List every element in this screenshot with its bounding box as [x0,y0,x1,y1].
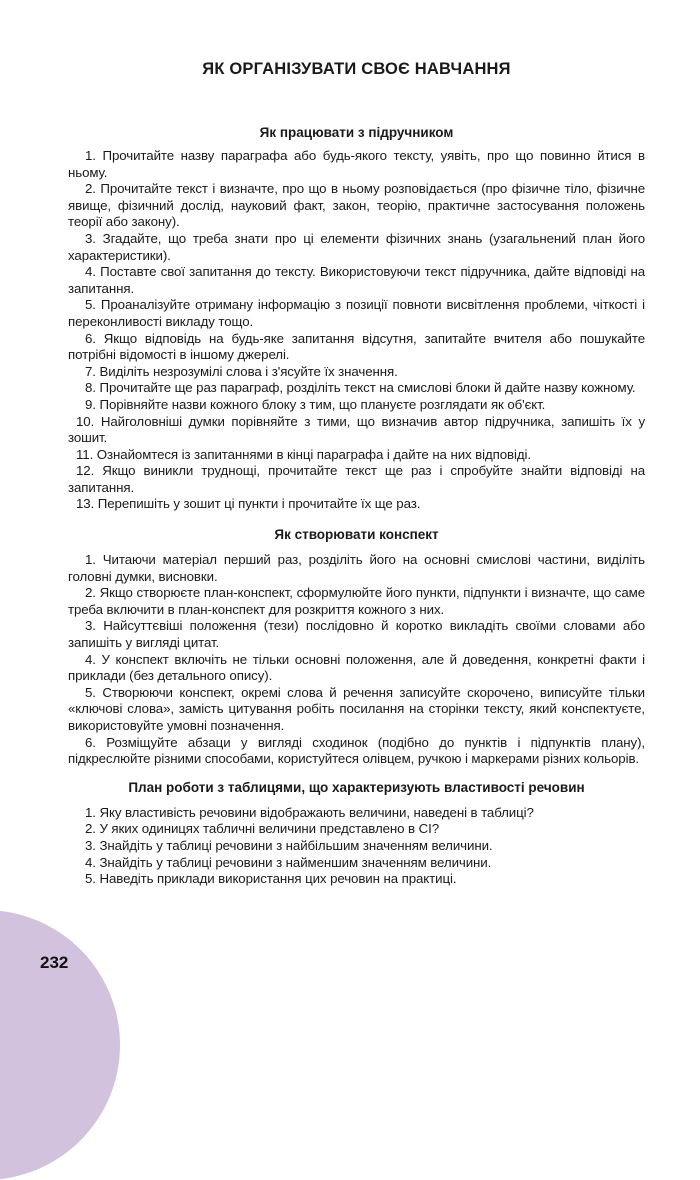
list-item: 8. Прочитайте ще раз параграф, розділіть текст на смислові блоки й дайте назву кожному. [85,380,636,396]
list-item: 12. Якщо виникли труднощі, прочитайте текст ще раз і спробуйте знайти відповіді на запитання. [68,463,645,495]
section-title-tables: План роботи з таблицями, що характеризують властивості речовин [128,779,585,795]
list-item: 2. У яких одиницях табличні величини представлено в СІ? [85,821,440,837]
textbook-steps-list [68,148,645,513]
page-title: ЯК ОРГАНІЗУВАТИ СВОЄ НАВЧАННЯ [202,60,511,78]
list-item: 9. Порівняйте назви кожного блоку з тим, що плануєте розглядати як об'єкт. [85,396,546,412]
list-item: 3. Найсуттєвіші положення (тези) послідовно й коротко викладіть своїми словами або запишіть у вигляді цитат. [68,618,645,651]
list-item: 11. Ознайомтеся із запитаннями в кінці параграфа і дайте на них відповіді. [76,446,531,462]
list-item: 2. Прочитайте текст і визначте, про що в ньому розповідається (про фізичне тіло, фізичне явище, фізичний дослід, науковий факт, закон, теорію, практичне застосування положень теорії або закону). [68,181,645,230]
list-item: 3. Знайдіть у таблиці речовини з найбільшим значенням величини. [85,837,493,853]
list-item: 7. Виділіть незрозумілі слова і з'ясуйте їх значення. [85,363,398,379]
list-item: 1. Прочитайте назву параграфа або будь-якого тексту, уявіть, про що повинно йтися в ньому. [68,148,645,180]
list-item: 1. Яку властивість речовини відображають величини, наведені в таблиці? [85,804,534,820]
list-item: 4. Знайдіть у таблиці речовини з найменшим значенням величини. [85,854,492,870]
list-item: 5. Створюючи конспект, окремі слова й речення записуйте скорочено, виписуйте тільки «ключові слова», замість цитування робіть посилання на сторінки тексту, який конспектуєте, використовуйте умовні позначення. [68,684,645,733]
corner-decoration [0,910,120,1180]
list-item: 1. Читаючи матеріал перший раз, розділіть його на основні смислові частини, виділіть головні думки, висновки. [68,552,645,584]
list-item: 3. Згадайте, що треба знати про ці елементи фізичних знань (узагальнений план його характеристики). [68,230,645,263]
list-item: 4. Поставте свої запитання до тексту. Використовуючи текст підручника, дайте відповіді на запитання. [68,264,645,296]
list-item: 5. Наведіть приклади використання цих речовин на практиці. [85,871,457,887]
list-item: 6. Якщо відповідь на будь-яке запитання відсутня, запитайте вчителя або пошукайте потрібні відомості в іншому джерелі. [68,330,645,363]
list-item: 5. Проаналізуйте отриману інформацію з позиції повноти висвітлення проблеми, чіткості і переконливості викладу тощо. [68,297,645,329]
section-title-textbook: Як працювати з підручником [259,125,454,140]
notes-steps-list [68,552,645,768]
tables-steps-list [68,805,645,888]
section-title-notes: Як створювати конспект [274,527,439,543]
list-item: 10. Найголовніші думки порівняйте з тими, що визначив автор підручника, запишіть їх у зошит. [68,413,645,446]
list-item: 4. У конспект включіть не тільки основні положення, але й доведення, конкретні факти і приклади (без детального опису). [68,651,645,684]
list-item: 2. Якщо створюєте план-конспект, сформулюйте його пункти, підпункти і визначте, що саме треба включити в план-конспект для розкриття кожного з них. [68,585,645,617]
page-number: 232 [40,953,69,972]
list-item: 6. Розміщуйте абзаци у вигляді сходинок (подібно до пунктів і підпунктів плану), підкреслюйте різними способами, користуйтеся олівцем, ручкою і маркерами різних кольорів. [68,734,645,767]
page-content [68,60,645,888]
list-item: 13. Перепишіть у зошит ці пункти і прочитайте їх ще раз. [76,496,421,512]
